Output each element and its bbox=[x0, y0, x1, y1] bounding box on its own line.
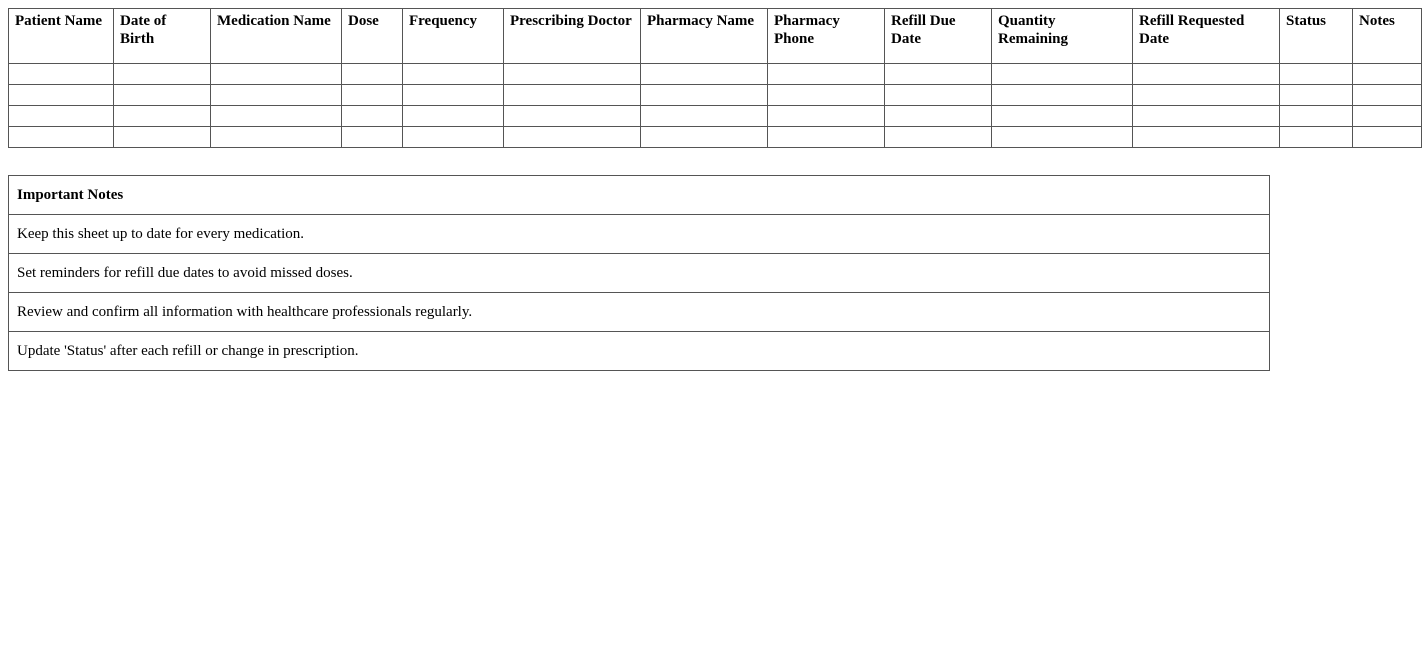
column-header-date-of-birth: Date of Birth bbox=[114, 9, 211, 64]
cell-dose[interactable] bbox=[342, 106, 403, 127]
cell-date-of-birth[interactable] bbox=[114, 127, 211, 148]
important-notes-heading: Important Notes bbox=[9, 176, 1270, 215]
cell-refill-requested-date[interactable] bbox=[1133, 127, 1280, 148]
note-text: Keep this sheet up to date for every medication. bbox=[9, 215, 1270, 254]
cell-refill-requested-date[interactable] bbox=[1133, 85, 1280, 106]
cell-prescribing-doctor[interactable] bbox=[504, 106, 641, 127]
important-notes-container bbox=[8, 175, 1270, 371]
notes-header-row bbox=[9, 176, 1270, 215]
cell-notes[interactable] bbox=[1353, 85, 1422, 106]
cell-medication-name[interactable] bbox=[211, 64, 342, 85]
medication-table-body bbox=[9, 64, 1422, 148]
list-item bbox=[9, 254, 1270, 293]
cell-status[interactable] bbox=[1280, 127, 1353, 148]
cell-frequency[interactable] bbox=[403, 64, 504, 85]
important-notes-header bbox=[9, 176, 1270, 215]
cell-notes[interactable] bbox=[1353, 64, 1422, 85]
cell-status[interactable] bbox=[1280, 106, 1353, 127]
medication-table bbox=[8, 8, 1422, 148]
cell-medication-name[interactable] bbox=[211, 85, 342, 106]
cell-date-of-birth[interactable] bbox=[114, 85, 211, 106]
important-notes-table bbox=[8, 175, 1270, 371]
cell-quantity-remaining[interactable] bbox=[992, 106, 1133, 127]
table-row[interactable] bbox=[9, 106, 1422, 127]
cell-pharmacy-phone[interactable] bbox=[768, 106, 885, 127]
cell-pharmacy-phone[interactable] bbox=[768, 127, 885, 148]
column-header-pharmacy-phone: Pharmacy Phone bbox=[768, 9, 885, 64]
cell-refill-due-date[interactable] bbox=[885, 127, 992, 148]
cell-frequency[interactable] bbox=[403, 127, 504, 148]
medication-table-container bbox=[8, 8, 1395, 148]
column-header-quantity-remaining: Quantity Remaining bbox=[992, 9, 1133, 64]
cell-medication-name[interactable] bbox=[211, 127, 342, 148]
cell-quantity-remaining[interactable] bbox=[992, 64, 1133, 85]
note-text: Set reminders for refill due dates to avoid missed doses. bbox=[9, 254, 1270, 293]
table-row[interactable] bbox=[9, 64, 1422, 85]
cell-date-of-birth[interactable] bbox=[114, 106, 211, 127]
header-row bbox=[9, 9, 1422, 64]
cell-quantity-remaining[interactable] bbox=[992, 127, 1133, 148]
cell-dose[interactable] bbox=[342, 64, 403, 85]
cell-notes[interactable] bbox=[1353, 106, 1422, 127]
medication-table-header bbox=[9, 9, 1422, 64]
cell-pharmacy-phone[interactable] bbox=[768, 85, 885, 106]
column-header-notes: Notes bbox=[1353, 9, 1422, 64]
column-header-dose: Dose bbox=[342, 9, 403, 64]
cell-patient-name[interactable] bbox=[9, 85, 114, 106]
column-header-prescribing-doctor: Prescribing Doctor bbox=[504, 9, 641, 64]
column-header-refill-requested-date: Refill Requested Date bbox=[1133, 9, 1280, 64]
cell-pharmacy-name[interactable] bbox=[641, 106, 768, 127]
cell-prescribing-doctor[interactable] bbox=[504, 64, 641, 85]
cell-medication-name[interactable] bbox=[211, 106, 342, 127]
cell-patient-name[interactable] bbox=[9, 64, 114, 85]
cell-status[interactable] bbox=[1280, 85, 1353, 106]
column-header-refill-due-date: Refill Due Date bbox=[885, 9, 992, 64]
cell-patient-name[interactable] bbox=[9, 106, 114, 127]
column-header-pharmacy-name: Pharmacy Name bbox=[641, 9, 768, 64]
note-text: Update 'Status' after each refill or change in prescription. bbox=[9, 332, 1270, 371]
list-item bbox=[9, 215, 1270, 254]
cell-patient-name[interactable] bbox=[9, 127, 114, 148]
cell-prescribing-doctor[interactable] bbox=[504, 127, 641, 148]
table-row[interactable] bbox=[9, 127, 1422, 148]
column-header-frequency: Frequency bbox=[403, 9, 504, 64]
cell-dose[interactable] bbox=[342, 85, 403, 106]
cell-prescribing-doctor[interactable] bbox=[504, 85, 641, 106]
table-row[interactable] bbox=[9, 85, 1422, 106]
cell-pharmacy-name[interactable] bbox=[641, 127, 768, 148]
cell-refill-due-date[interactable] bbox=[885, 64, 992, 85]
column-header-patient-name: Patient Name bbox=[9, 9, 114, 64]
list-item bbox=[9, 293, 1270, 332]
cell-pharmacy-phone[interactable] bbox=[768, 64, 885, 85]
important-notes-body bbox=[9, 215, 1270, 371]
cell-frequency[interactable] bbox=[403, 106, 504, 127]
cell-status[interactable] bbox=[1280, 64, 1353, 85]
list-item bbox=[9, 332, 1270, 371]
cell-dose[interactable] bbox=[342, 127, 403, 148]
cell-pharmacy-name[interactable] bbox=[641, 64, 768, 85]
cell-refill-due-date[interactable] bbox=[885, 106, 992, 127]
cell-date-of-birth[interactable] bbox=[114, 64, 211, 85]
column-header-medication-name: Medication Name bbox=[211, 9, 342, 64]
cell-refill-requested-date[interactable] bbox=[1133, 106, 1280, 127]
cell-pharmacy-name[interactable] bbox=[641, 85, 768, 106]
cell-refill-due-date[interactable] bbox=[885, 85, 992, 106]
cell-refill-requested-date[interactable] bbox=[1133, 64, 1280, 85]
note-text: Review and confirm all information with healthcare professionals regularly. bbox=[9, 293, 1270, 332]
column-header-status: Status bbox=[1280, 9, 1353, 64]
cell-quantity-remaining[interactable] bbox=[992, 85, 1133, 106]
cell-frequency[interactable] bbox=[403, 85, 504, 106]
cell-notes[interactable] bbox=[1353, 127, 1422, 148]
